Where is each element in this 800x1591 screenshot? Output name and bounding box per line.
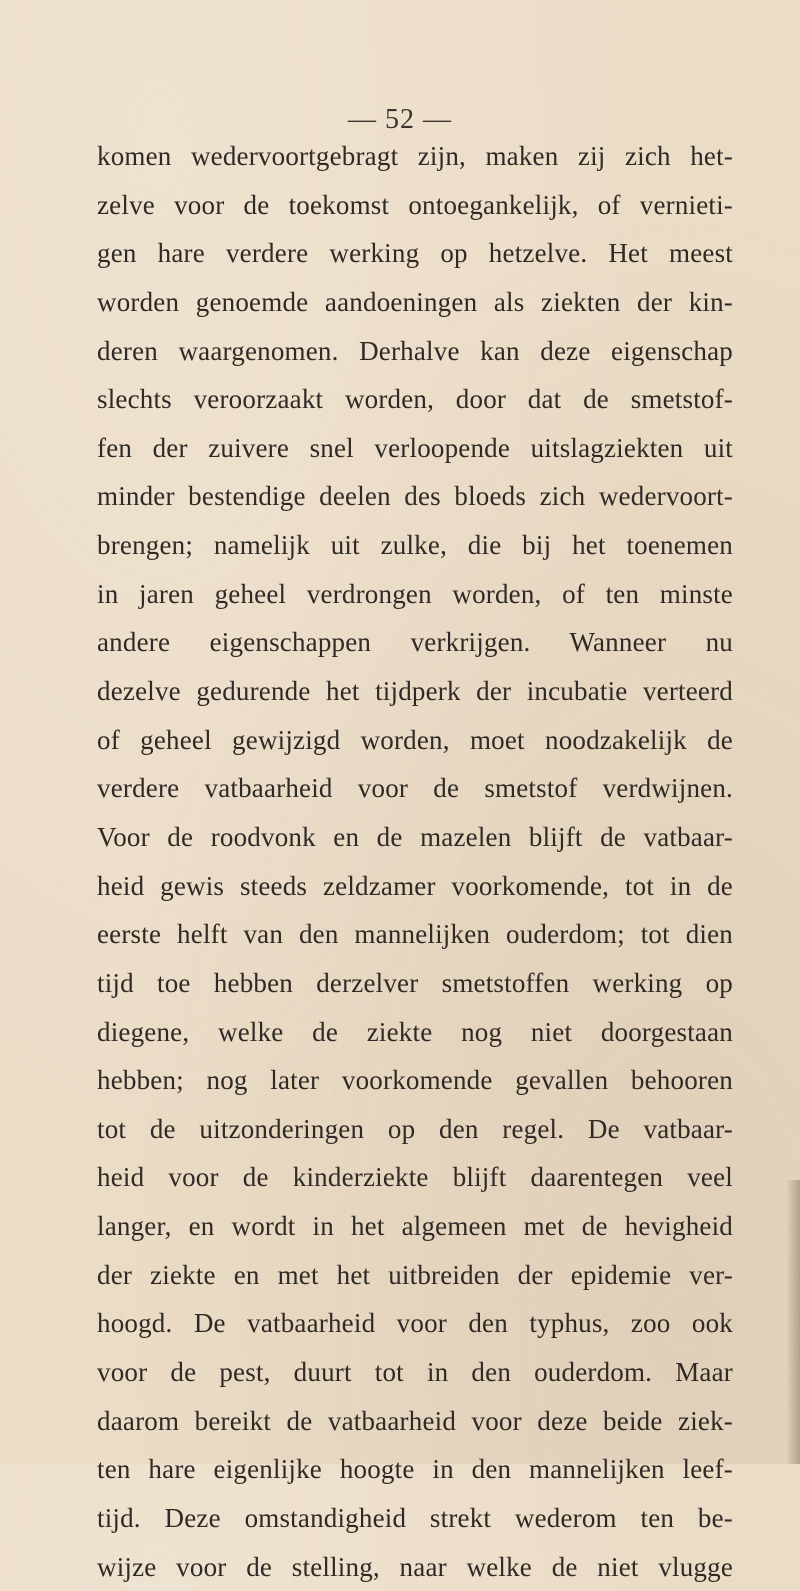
text-line: dezelve gedurende het tijdperk der incubatie verteerd: [97, 676, 733, 707]
text-line: andere eigenschappen verkrijgen. Wanneer nu: [97, 627, 733, 658]
text-line: der ziekte en met het uitbreiden der epidemie ver-: [97, 1259, 733, 1290]
text-line: hebben; nog later voorkomende gevallen behooren: [97, 1065, 733, 1096]
text-line: langer, en wordt in het algemeen met de hevigheid: [97, 1211, 733, 1242]
text-line: fen der zuivere snel verloopende uitslagziekten uit: [97, 432, 733, 463]
text-line: tot de uitzonderingen op den regel. De vatbaar-: [97, 1113, 733, 1144]
text-line: diegene, welke de ziekte nog niet doorgestaan: [97, 1016, 733, 1047]
text-line: slechts veroorzaakt worden, door dat de smetstof-: [97, 384, 733, 415]
text-line: brengen; namelijk uit zulke, die bij het toenemen: [97, 530, 733, 561]
page-edge-shadow: [786, 1180, 800, 1464]
text-line: in jaren geheel verdrongen worden, of ten minste: [97, 578, 733, 609]
text-line: daarom bereikt de vatbaarheid voor deze beide ziek-: [97, 1405, 733, 1436]
text-line: Voor de roodvonk en de mazelen blijft de vatbaar-: [97, 821, 733, 852]
text-line: voor de pest, duurt tot in den ouderdom. Maar: [97, 1357, 733, 1388]
text-line: wijze voor de stelling, naar welke de niet vlugge: [97, 1551, 733, 1582]
text-line: tijd. Deze omstandigheid strekt wederom ten be-: [97, 1502, 733, 1533]
text-line: verdere vatbaarheid voor de smetstof verdwijnen.: [97, 773, 733, 804]
text-line: gen hare verdere werking op hetzelve. Het meest: [97, 238, 733, 269]
page-number: — 52 —: [348, 104, 452, 135]
text-line: heid voor de kinderziekte blijft daarentegen veel: [97, 1162, 733, 1193]
body-text: [97, 132, 733, 1591]
text-line: eerste helft van den mannelijken ouderdom; tot dien: [97, 919, 733, 950]
text-line: heid gewis steeds zeldzamer voorkomende, tot in de: [97, 870, 733, 901]
text-line: minder bestendige deelen des bloeds zich wedervoort-: [97, 481, 733, 512]
text-line: tijd toe hebben derzelver smetstoffen werking op: [97, 967, 733, 998]
text-line: hoogd. De vatbaarheid voor den typhus, zoo ook: [97, 1308, 733, 1339]
text-line: ten hare eigenlijke hoogte in den mannelijken leef-: [97, 1454, 733, 1485]
text-line: of geheel gewijzigd worden, moet noodzakelijk de: [97, 724, 733, 755]
text-line: zelve voor de toekomst ontoegankelijk, of vernieti-: [97, 189, 733, 220]
text-line: deren waargenomen. Derhalve kan deze eigenschap: [97, 335, 733, 366]
text-line: komen wedervoortgebragt zijn, maken zij zich het-: [97, 141, 733, 171]
text-line: worden genoemde aandoeningen als ziekten der kin-: [97, 286, 733, 317]
